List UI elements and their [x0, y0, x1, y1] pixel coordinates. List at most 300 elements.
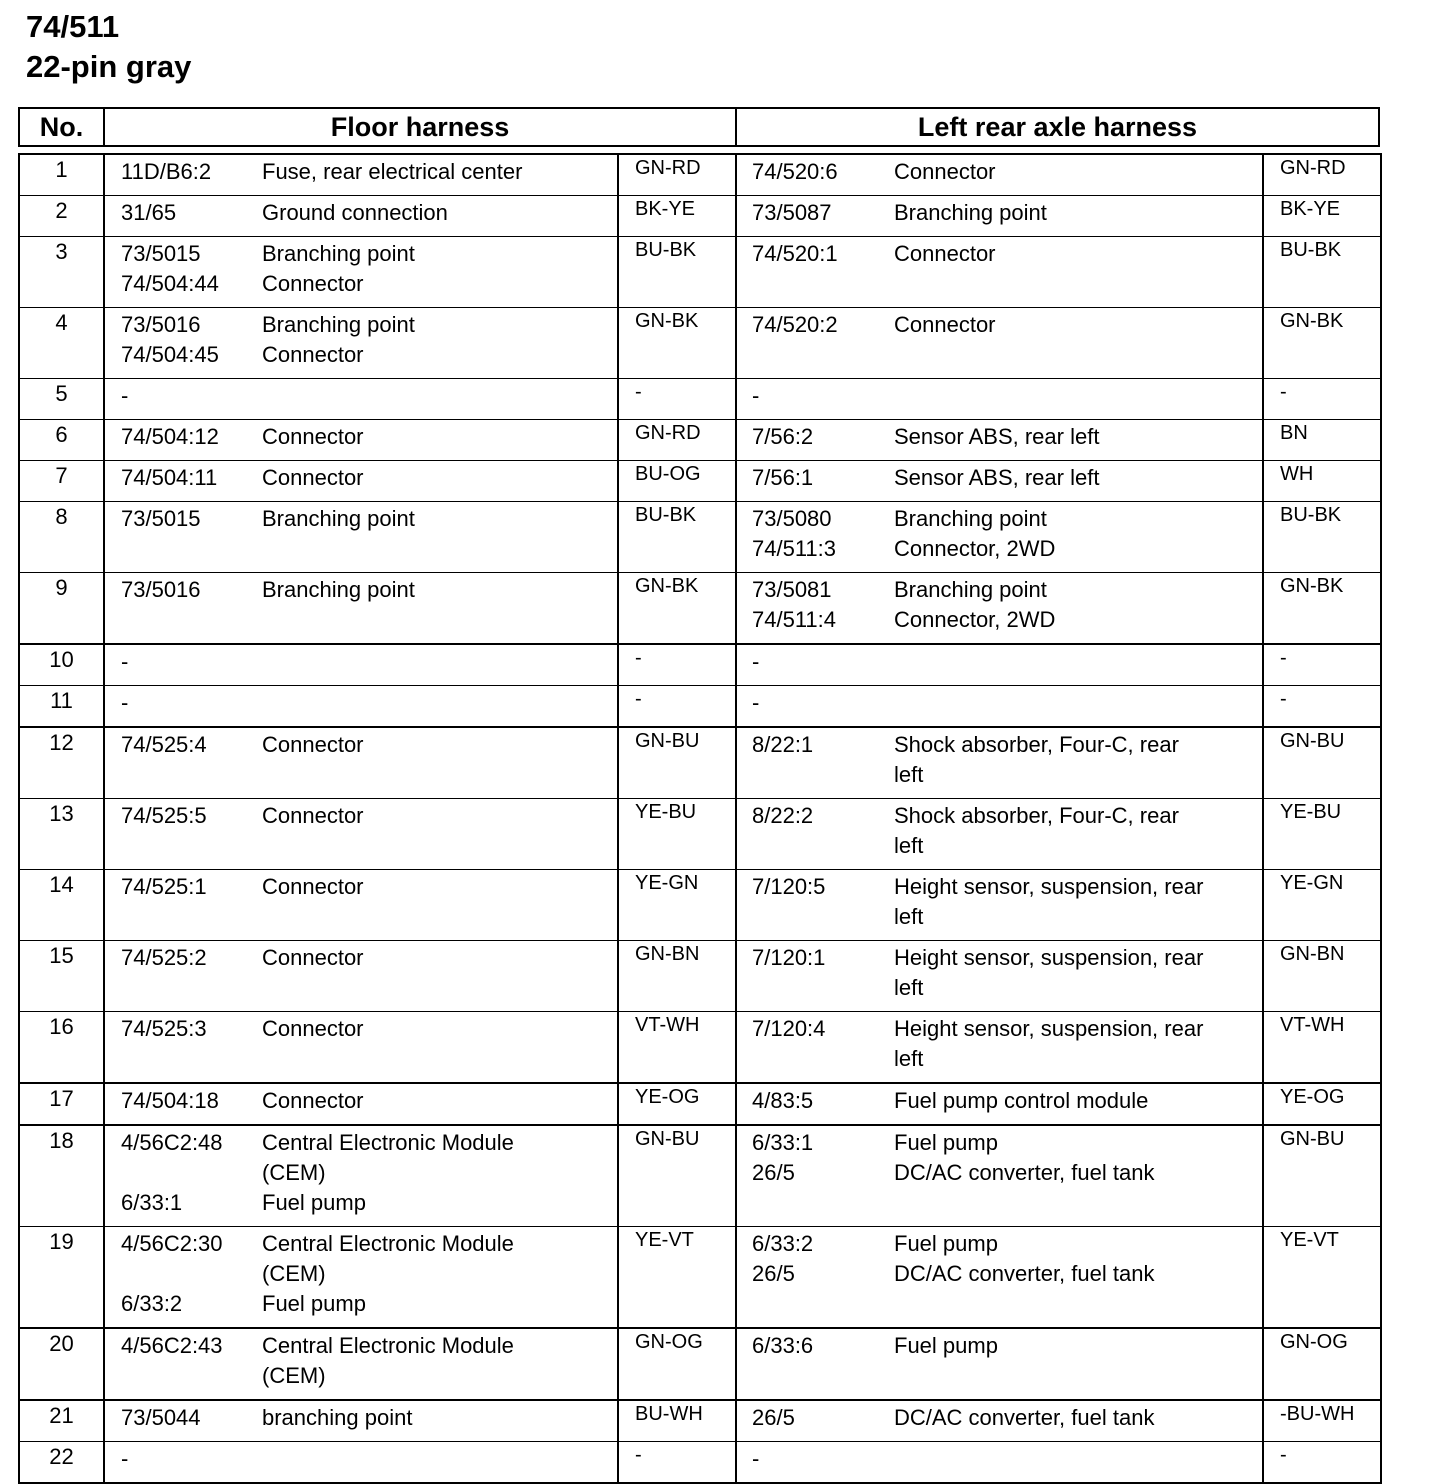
floor-harness-cell	[104, 420, 618, 461]
floor-wire-color: YE-VT	[618, 1227, 736, 1329]
floor-harness-line	[105, 422, 617, 452]
component-description	[894, 1444, 1262, 1474]
pin-number: 18	[19, 1125, 104, 1227]
table-row	[19, 308, 1381, 379]
component-description: Central Electronic Module	[262, 1231, 514, 1256]
rear-wire-color: GN-BU	[1263, 727, 1381, 799]
component-description	[262, 688, 617, 718]
component-reference: 26/5	[752, 1261, 795, 1286]
component-description: left	[894, 975, 924, 1000]
table-row	[19, 941, 1381, 1012]
floor-harness-cell	[104, 154, 618, 196]
component-reference: -	[752, 1446, 760, 1471]
rear-harness-line	[737, 943, 1262, 973]
rear-harness-cell	[736, 799, 1263, 870]
floor-harness-cell	[104, 1442, 618, 1484]
table-row	[19, 1442, 1381, 1484]
floor-wire-color: GN-BU	[618, 727, 736, 799]
rear-harness-line	[737, 872, 1262, 902]
component-reference	[737, 760, 894, 790]
component-description: Sensor ABS, rear left	[894, 424, 1100, 449]
floor-harness-cell	[104, 1125, 618, 1227]
component-description: Branching point	[262, 506, 415, 531]
floor-harness-cell	[104, 502, 618, 573]
rear-wire-color: BU-BK	[1263, 502, 1381, 573]
rear-wire-color: WH	[1263, 461, 1381, 502]
component-reference: 73/5044	[121, 1405, 201, 1430]
rear-wire-color: -	[1263, 1442, 1381, 1484]
component-description: Shock absorber, Four-C, rear	[894, 732, 1179, 757]
floor-harness-line	[105, 1331, 617, 1361]
component-reference: 31/65	[121, 200, 177, 225]
component-description: Connector	[262, 874, 364, 899]
floor-harness-line	[105, 575, 617, 605]
component-reference: 74/520:6	[752, 159, 838, 184]
floor-wire-color: BU-WH	[618, 1400, 736, 1442]
component-description: Central Electronic Module	[262, 1130, 514, 1155]
component-reference: 74/520:1	[752, 241, 838, 266]
table-row	[19, 502, 1381, 573]
rear-wire-color: BU-BK	[1263, 237, 1381, 308]
rear-harness-line	[737, 1259, 1262, 1289]
table-row	[19, 1125, 1381, 1227]
component-description: Fuel pump	[894, 1333, 998, 1358]
component-reference: 74/504:18	[121, 1088, 219, 1113]
component-description: (CEM)	[262, 1261, 326, 1286]
rear-harness-cell	[736, 1400, 1263, 1442]
floor-harness-line	[105, 872, 617, 902]
pin-number: 4	[19, 308, 104, 379]
floor-wire-color: -	[618, 686, 736, 728]
rear-harness-cell	[736, 196, 1263, 237]
floor-wire-color: VT-WH	[618, 1012, 736, 1084]
component-reference: 74/525:4	[121, 732, 207, 757]
pin-number: 19	[19, 1227, 104, 1329]
component-description: Connector	[894, 241, 996, 266]
component-description: Height sensor, suspension, rear	[894, 945, 1204, 970]
component-description: DC/AC converter, fuel tank	[894, 1405, 1155, 1430]
floor-harness-line	[105, 730, 617, 760]
floor-harness-cell	[104, 1012, 618, 1084]
component-reference: 7/120:1	[752, 945, 826, 970]
rear-wire-color: BN	[1263, 420, 1381, 461]
pin-number: 12	[19, 727, 104, 799]
floor-harness-line	[105, 340, 617, 370]
floor-harness-cell	[104, 1400, 618, 1442]
floor-harness-line	[105, 1128, 617, 1158]
component-reference: 74/525:1	[121, 874, 207, 899]
rear-harness-cell	[736, 870, 1263, 941]
pin-number: 22	[19, 1442, 104, 1484]
rear-harness-line	[737, 1403, 1262, 1433]
rear-harness-line	[737, 1331, 1262, 1361]
component-description: Connector	[262, 342, 364, 367]
rear-wire-color: GN-BK	[1263, 573, 1381, 645]
rear-harness-line	[737, 381, 1262, 411]
rear-harness-line	[737, 1444, 1262, 1474]
component-description: Connector	[262, 424, 364, 449]
component-reference	[737, 902, 894, 932]
connector-description: 22-pin gray	[26, 49, 192, 84]
floor-wire-color: GN-BK	[618, 573, 736, 645]
pin-number: 7	[19, 461, 104, 502]
component-reference: 7/56:2	[752, 424, 814, 449]
component-reference: 6/33:1	[752, 1130, 814, 1155]
floor-wire-color: GN-BU	[618, 1125, 736, 1227]
rear-harness-cell	[736, 308, 1263, 379]
floor-harness-line	[105, 1361, 617, 1391]
floor-harness-cell	[104, 573, 618, 645]
component-reference: 74/520:2	[752, 312, 838, 337]
floor-harness-line	[105, 198, 617, 228]
floor-wire-color: BU-BK	[618, 502, 736, 573]
floor-harness-cell	[104, 644, 618, 686]
component-description	[894, 381, 1262, 411]
rear-harness-cell	[736, 420, 1263, 461]
component-reference: 74/511:3	[752, 536, 837, 561]
component-reference: -	[752, 690, 760, 715]
component-reference	[737, 1044, 894, 1074]
rear-harness-line	[737, 1158, 1262, 1188]
component-reference: 8/22:2	[752, 803, 814, 828]
floor-wire-color: GN-BN	[618, 941, 736, 1012]
component-reference: 4/56C2:43	[121, 1333, 223, 1358]
rear-wire-color: VT-WH	[1263, 1012, 1381, 1084]
component-description: Connector	[894, 159, 996, 184]
component-description: Branching point	[262, 312, 415, 337]
component-description	[262, 647, 617, 677]
floor-harness-cell	[104, 727, 618, 799]
floor-harness-cell	[104, 1328, 618, 1400]
component-description: Branching point	[894, 506, 1047, 531]
component-reference: 74/504:12	[121, 424, 219, 449]
floor-harness-line	[105, 1259, 617, 1289]
rear-harness-line	[737, 647, 1262, 677]
component-reference: 74/504:45	[121, 342, 219, 367]
component-reference: 6/33:1	[121, 1190, 183, 1215]
floor-harness-cell	[104, 870, 618, 941]
floor-harness-line	[105, 943, 617, 973]
floor-wire-color: YE-OG	[618, 1083, 736, 1125]
floor-harness-line	[105, 1289, 617, 1319]
floor-wire-color: -	[618, 1442, 736, 1484]
rear-harness-cell	[736, 941, 1263, 1012]
component-description: Connector	[262, 1088, 364, 1113]
component-description	[262, 381, 617, 411]
rear-wire-color: -	[1263, 644, 1381, 686]
component-reference: 7/120:5	[752, 874, 826, 899]
floor-harness-line	[105, 1158, 617, 1188]
rear-harness-line	[737, 688, 1262, 718]
component-description: Fuel pump	[262, 1190, 366, 1215]
table-row	[19, 870, 1381, 941]
floor-wire-color: BU-BK	[618, 237, 736, 308]
table-header	[18, 107, 1380, 147]
component-reference: 8/22:1	[752, 732, 814, 757]
component-reference: 73/5016	[121, 577, 201, 602]
component-description	[262, 1444, 617, 1474]
component-reference: 7/120:4	[752, 1016, 826, 1041]
table-row	[19, 1328, 1381, 1400]
component-description: DC/AC converter, fuel tank	[894, 1160, 1155, 1185]
component-reference: -	[752, 649, 760, 674]
component-reference: 73/5015	[121, 241, 201, 266]
table-row	[19, 1227, 1381, 1329]
floor-wire-color: GN-RD	[618, 420, 736, 461]
table-row	[19, 727, 1381, 799]
component-description: Shock absorber, Four-C, rear	[894, 803, 1179, 828]
rear-harness-cell	[736, 461, 1263, 502]
pin-number: 14	[19, 870, 104, 941]
component-description: left	[894, 904, 924, 929]
rear-harness-cell	[736, 1012, 1263, 1084]
pin-number: 10	[19, 644, 104, 686]
component-reference: 74/525:3	[121, 1016, 207, 1041]
component-reference: 73/5015	[121, 506, 201, 531]
floor-harness-cell	[104, 799, 618, 870]
component-reference: 4/56C2:30	[121, 1231, 223, 1256]
floor-harness-line	[105, 1229, 617, 1259]
component-description: DC/AC converter, fuel tank	[894, 1261, 1155, 1286]
floor-harness-cell	[104, 461, 618, 502]
pin-number: 6	[19, 420, 104, 461]
rear-wire-color: YE-VT	[1263, 1227, 1381, 1329]
floor-harness-line	[105, 239, 617, 269]
rear-harness-line	[737, 198, 1262, 228]
component-description: branching point	[262, 1405, 413, 1430]
floor-harness-line	[105, 801, 617, 831]
rear-harness-cell	[736, 1328, 1263, 1400]
floor-harness-line	[105, 1014, 617, 1044]
component-reference: 73/5016	[121, 312, 201, 337]
component-description: Connector	[262, 945, 364, 970]
pin-number: 21	[19, 1400, 104, 1442]
column-header-rear-harness: Left rear axle harness	[917, 111, 1198, 142]
component-reference: 4/56C2:48	[121, 1130, 223, 1155]
rear-harness-line	[737, 157, 1262, 187]
floor-harness-line	[105, 269, 617, 299]
component-description: Connector	[262, 803, 364, 828]
pin-number: 16	[19, 1012, 104, 1084]
rear-harness-line	[737, 801, 1262, 831]
component-reference: 73/5087	[752, 200, 832, 225]
rear-wire-color: YE-BU	[1263, 799, 1381, 870]
component-description: Fuse, rear electrical center	[262, 159, 523, 184]
floor-harness-line	[105, 1086, 617, 1116]
rear-harness-line	[737, 1086, 1262, 1116]
rear-harness-cell	[736, 154, 1263, 196]
floor-harness-cell	[104, 686, 618, 728]
component-description: Branching point	[262, 577, 415, 602]
floor-harness-cell	[104, 941, 618, 1012]
pin-number: 1	[19, 154, 104, 196]
floor-wire-color: GN-RD	[618, 154, 736, 196]
floor-harness-line	[105, 1444, 617, 1474]
rear-wire-color: -	[1263, 686, 1381, 728]
rear-harness-line	[737, 422, 1262, 452]
rear-wire-color: GN-RD	[1263, 154, 1381, 196]
component-reference: -	[752, 383, 760, 408]
component-description: Connector	[262, 732, 364, 757]
table-row	[19, 799, 1381, 870]
floor-harness-line	[105, 381, 617, 411]
component-description: Connector	[262, 271, 364, 296]
table-row	[19, 1083, 1381, 1125]
component-description: Height sensor, suspension, rear	[894, 874, 1204, 899]
floor-wire-color: BU-OG	[618, 461, 736, 502]
rear-harness-line	[737, 310, 1262, 340]
pin-number: 17	[19, 1083, 104, 1125]
floor-harness-cell	[104, 379, 618, 420]
rear-harness-cell	[736, 502, 1263, 573]
table-row	[19, 686, 1381, 728]
rear-harness-line	[737, 760, 1262, 790]
component-description: left	[894, 762, 924, 787]
floor-wire-color: -	[618, 644, 736, 686]
pin-number: 13	[19, 799, 104, 870]
component-reference: -	[121, 383, 129, 408]
rear-harness-cell	[736, 644, 1263, 686]
floor-harness-cell	[104, 308, 618, 379]
component-description: (CEM)	[262, 1160, 326, 1185]
component-reference	[105, 1259, 262, 1289]
rear-harness-cell	[736, 379, 1263, 420]
component-description: Connector	[262, 465, 364, 490]
floor-wire-color: YE-BU	[618, 799, 736, 870]
rear-harness-line	[737, 902, 1262, 932]
pin-number: 11	[19, 686, 104, 728]
floor-harness-cell	[104, 1083, 618, 1125]
component-reference: 6/33:2	[752, 1231, 814, 1256]
component-description: Connector, 2WD	[894, 607, 1056, 632]
component-reference: 6/33:2	[121, 1291, 183, 1316]
rear-harness-line	[737, 973, 1262, 1003]
rear-wire-color: YE-OG	[1263, 1083, 1381, 1125]
rear-harness-cell	[736, 1442, 1263, 1484]
component-description: Central Electronic Module	[262, 1333, 514, 1358]
rear-harness-cell	[736, 727, 1263, 799]
rear-harness-cell	[736, 1125, 1263, 1227]
floor-harness-line	[105, 647, 617, 677]
table-row	[19, 1400, 1381, 1442]
component-description: Fuel pump	[262, 1291, 366, 1316]
component-description: left	[894, 833, 924, 858]
pin-number: 15	[19, 941, 104, 1012]
component-reference	[737, 831, 894, 861]
rear-wire-color: -	[1263, 379, 1381, 420]
component-reference: 74/504:44	[121, 271, 219, 296]
component-reference: -	[121, 1446, 129, 1471]
floor-harness-line	[105, 310, 617, 340]
floor-harness-cell	[104, 237, 618, 308]
rear-harness-line	[737, 1128, 1262, 1158]
pin-number: 8	[19, 502, 104, 573]
component-description: Branching point	[262, 241, 415, 266]
floor-wire-color: GN-OG	[618, 1328, 736, 1400]
rear-harness-line	[737, 1229, 1262, 1259]
floor-harness-cell	[104, 1227, 618, 1329]
table-row	[19, 237, 1381, 308]
rear-harness-line	[737, 831, 1262, 861]
rear-wire-color: -BU-WH	[1263, 1400, 1381, 1442]
component-reference: 74/511:4	[752, 607, 837, 632]
pin-number: 5	[19, 379, 104, 420]
component-description	[894, 647, 1262, 677]
floor-wire-color: BK-YE	[618, 196, 736, 237]
component-description: Connector	[894, 312, 996, 337]
rear-wire-color: GN-BN	[1263, 941, 1381, 1012]
rear-harness-line	[737, 605, 1262, 635]
rear-harness-line	[737, 239, 1262, 269]
component-description: Connector	[262, 1016, 364, 1041]
column-header-floor-harness: Floor harness	[105, 109, 737, 145]
floor-harness-line	[105, 1403, 617, 1433]
component-reference: 74/525:5	[121, 803, 207, 828]
pin-table	[18, 153, 1382, 1484]
component-reference: 73/5081	[752, 577, 832, 602]
floor-harness-line	[105, 688, 617, 718]
component-reference: 6/33:6	[752, 1333, 814, 1358]
floor-wire-color: GN-BK	[618, 308, 736, 379]
component-description: Sensor ABS, rear left	[894, 465, 1100, 490]
component-description: Fuel pump	[894, 1231, 998, 1256]
table-row	[19, 420, 1381, 461]
component-reference: 74/504:11	[121, 465, 218, 490]
rear-wire-color: YE-GN	[1263, 870, 1381, 941]
component-reference: -	[121, 649, 129, 674]
component-description: left	[894, 1046, 924, 1071]
component-reference: 4/83:5	[752, 1088, 814, 1113]
component-description: Fuel pump	[894, 1130, 998, 1155]
component-description: Connector, 2WD	[894, 536, 1056, 561]
rear-harness-line	[737, 534, 1262, 564]
pin-number: 20	[19, 1328, 104, 1400]
rear-wire-color: BK-YE	[1263, 196, 1381, 237]
floor-harness-line	[105, 157, 617, 187]
rear-harness-cell	[736, 1227, 1263, 1329]
component-reference	[105, 1361, 262, 1391]
rear-harness-line	[737, 504, 1262, 534]
rear-harness-cell	[736, 1083, 1263, 1125]
component-reference: 26/5	[752, 1160, 795, 1185]
table-row	[19, 644, 1381, 686]
component-description: Branching point	[894, 200, 1047, 225]
pin-number: 9	[19, 573, 104, 645]
rear-harness-line	[737, 463, 1262, 493]
table-row	[19, 461, 1381, 502]
table-row	[19, 154, 1381, 196]
component-reference	[737, 973, 894, 1003]
connector-id-title: 74/511	[26, 9, 120, 44]
floor-harness-line	[105, 1188, 617, 1218]
table-row	[19, 379, 1381, 420]
component-reference	[105, 1158, 262, 1188]
component-reference: 73/5080	[752, 506, 832, 531]
rear-harness-cell	[736, 237, 1263, 308]
floor-harness-line	[105, 504, 617, 534]
rear-harness-line	[737, 575, 1262, 605]
component-description: Height sensor, suspension, rear	[894, 1016, 1204, 1041]
floor-wire-color: YE-GN	[618, 870, 736, 941]
component-description	[894, 688, 1262, 718]
component-reference: 74/525:2	[121, 945, 207, 970]
table-row	[19, 1012, 1381, 1084]
rear-wire-color: GN-OG	[1263, 1328, 1381, 1400]
floor-wire-color: -	[618, 379, 736, 420]
column-header-no: No.	[20, 109, 105, 145]
rear-harness-cell	[736, 573, 1263, 645]
rear-wire-color: GN-BK	[1263, 308, 1381, 379]
